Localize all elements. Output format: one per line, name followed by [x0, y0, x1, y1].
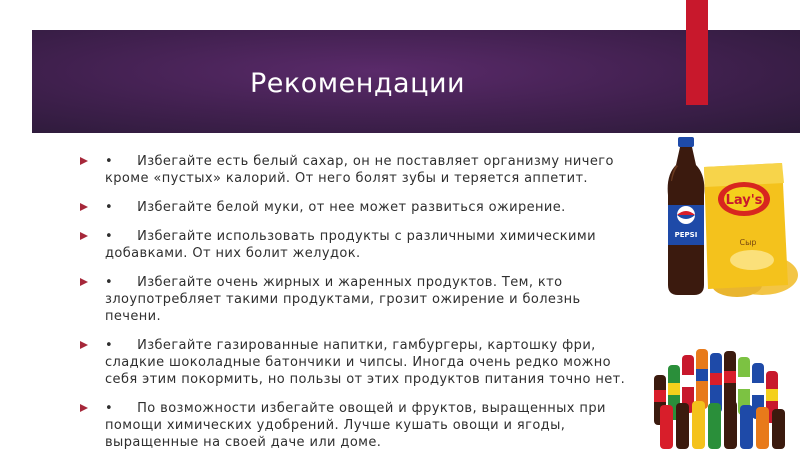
- list-item: [80, 199, 640, 216]
- list-item: [80, 337, 640, 388]
- list-item-text: Избегайте белой муки, от нее может развиться ожирение.: [137, 200, 566, 215]
- list-item: [80, 228, 640, 262]
- svg-text:Lay's: Lay's: [725, 193, 763, 208]
- pepsi-and-chips-image: [642, 135, 800, 300]
- bullet-dot: •: [105, 338, 114, 353]
- bullet-arrow-icon: [80, 341, 88, 349]
- list-item-text: Избегайте есть белый сахар, он не поставляет организму ничего кроме «пустых» калорий. От него болят зубы и теряется аппетит.: [105, 154, 614, 186]
- recommendation-list: [80, 153, 640, 463]
- bullet-arrow-icon: [80, 232, 88, 240]
- list-item: [80, 274, 640, 325]
- bullet-arrow-icon: [80, 203, 88, 211]
- soda-bottles-image: [650, 345, 790, 450]
- list-item-text: По возможности избегайте овощей и фруктов, выращенных при помощи химических удобрений. Лучше кушать овощи и ягоды, выращенные на своей даче или доме.: [105, 401, 606, 450]
- list-item-text: Избегайте использовать продукты с различными химическими добавками. От них болит желудок.: [105, 229, 596, 261]
- svg-text:Сыр: Сыр: [739, 238, 757, 247]
- bullet-dot: •: [105, 154, 114, 169]
- bullet-dot: •: [105, 200, 114, 215]
- bullet-arrow-icon: [80, 157, 88, 165]
- list-item: [80, 400, 640, 451]
- bullet-arrow-icon: [80, 278, 88, 286]
- list-item-text: Избегайте очень жирных и жаренных продуктов. Тем, кто злоупотребляет такими продуктами, грозит ожирение и болезнь печени.: [105, 275, 581, 324]
- accent-bar: [686, 0, 708, 105]
- pepsi-chips-illustration: [642, 135, 800, 300]
- svg-text:PEPSI: PEPSI: [674, 231, 698, 239]
- slide-title: Рекомендации: [250, 68, 466, 99]
- bullet-dot: •: [105, 229, 114, 244]
- list-item: [80, 153, 640, 187]
- bullet-arrow-icon: [80, 404, 88, 412]
- soda-bottles-icon: [650, 345, 790, 450]
- bullet-dot: •: [105, 275, 114, 290]
- list-item-text: Избегайте газированные напитки, гамбургеры, картошку фри, сладкие шоколадные батончики и чипсы. Иногда очень редко можно себя этим покормить, но пользы от этих продуктов питания точно нет.: [105, 338, 626, 387]
- bullet-dot: •: [105, 401, 114, 416]
